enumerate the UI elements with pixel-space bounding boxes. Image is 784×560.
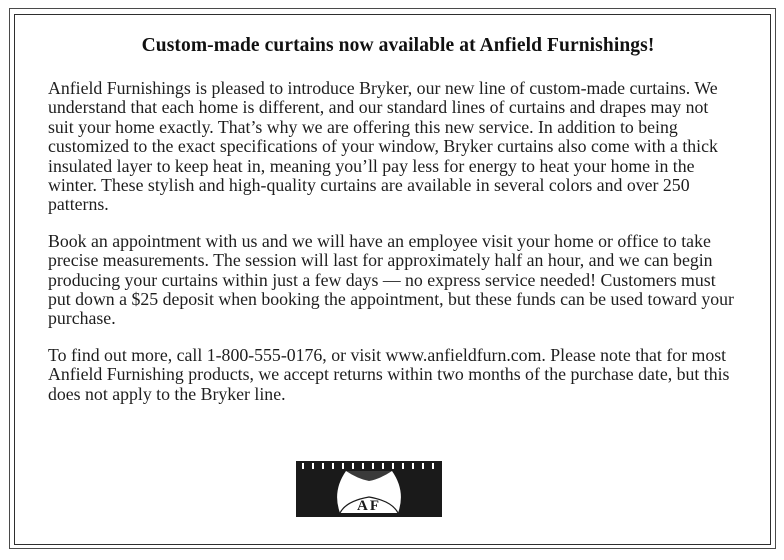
notice-title: Custom-made curtains now available at Anfield Furnishings! xyxy=(141,35,655,56)
anfield-logo xyxy=(296,461,442,517)
notice-content xyxy=(48,32,738,404)
paragraph-intro: Anfield Furnishings is pleased to introduce Bryker, our new line of custom-made curtains. We understand that each home is different, and our standard lines of curtains and drapes may not suit your home exactly. That’s why we are offering this new service. In addition to being customized to the exact specifications of your window, Bryker curtains also come with a thick insulated layer to keep heat in, meaning you’ll pay less for energy to heat your home in the winter. These stylish and high-quality curtains are available in several colors and over 250 patterns. xyxy=(48,78,718,215)
paragraph-appointment: Book an appointment with us and we will have an employee visit your home or office to take precise measurements. The session will last for approximately half an hour, and we can begin producing your curtains within just a few days — no express service needed! Customers must put down a $25 deposit when booking the appointment, but these funds can be used toward your purchase. xyxy=(48,230,734,329)
logo-monogram: AF xyxy=(357,498,381,514)
anfield-logo-graphic xyxy=(296,461,442,517)
paragraph-contact: To find out more, call 1-800-555-0176, or visit www.anfieldfurn.com. Please note that for most Anfield Furnishing products, we accept returns within two months of the purchase date, but this does not apply to the Bryker line. xyxy=(48,344,730,404)
